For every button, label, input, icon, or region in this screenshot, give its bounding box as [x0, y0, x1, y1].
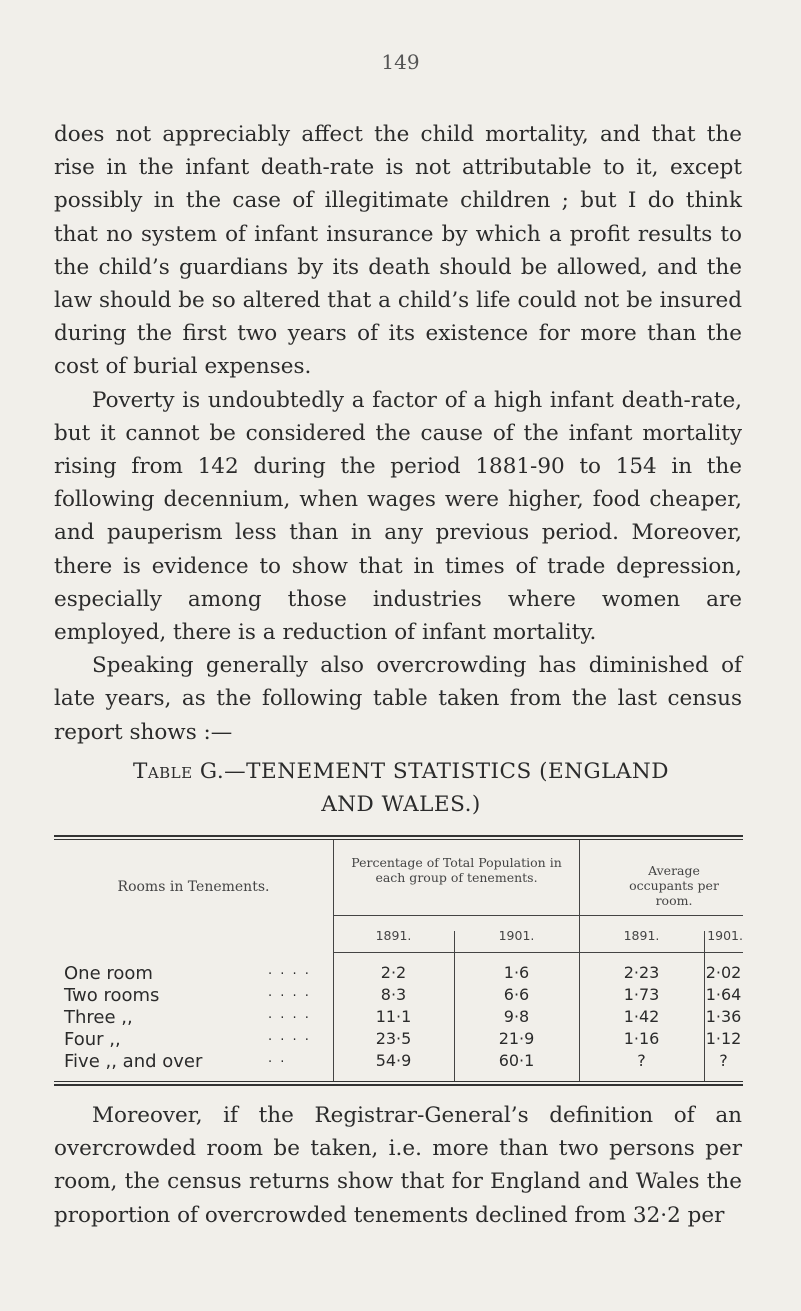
cell-avg-1891: ?: [637, 1051, 646, 1070]
table-top-rule-inner: [54, 839, 743, 840]
row-label: Two rooms: [64, 985, 160, 1006]
table-row: [54, 1029, 743, 1051]
paragraph: does not appreciably affect the child mortality, and that the rise in the infant death-rate is not attributable to it, except possibly in the case of illegitimate children ; but I do think that no system of infant insurance by which a profit results to the child’s guardians by its death should be allowed, and the law should be so altered that a child’s life could not be insured during the first two years of its existence for more than the cost of burial expenses.: [54, 122, 742, 380]
cell-pct-1891: 2·2: [380, 963, 407, 982]
cell-avg-1891: 1·73: [623, 985, 660, 1004]
tenement-statistics-table: [54, 835, 743, 1073]
table-row: [54, 1051, 743, 1073]
header-group-rule: [333, 915, 579, 916]
table-title-line-1: —TENEMENT STATISTICS (ENGLAND: [224, 759, 669, 784]
row-label: Five ,, and over: [64, 1051, 203, 1072]
table-top-rule: [54, 835, 743, 837]
cell-avg-1901: ?: [719, 1051, 728, 1070]
row-label: Four ,,: [64, 1029, 121, 1050]
header-group-rule: [579, 915, 743, 916]
cell-pct-1901: 1·6: [503, 963, 530, 982]
table-label: Table G.: [132, 759, 225, 784]
leader-dots: . . . .: [268, 985, 311, 1000]
cell-avg-1891: 2·23: [623, 963, 660, 982]
cell-pct-1901: 9·8: [503, 1007, 530, 1026]
header-percentage: Percentage of Total Population in each group of tenements.: [351, 855, 562, 885]
header-bottom-rule: [333, 952, 743, 953]
leader-dots: . .: [268, 1051, 287, 1066]
header-rooms: Rooms in Tenements.: [117, 879, 270, 895]
cell-pct-1891: 11·1: [375, 1007, 412, 1026]
table-row: [54, 985, 743, 1007]
table-row: [54, 963, 743, 985]
leader-dots: . . . .: [268, 963, 311, 978]
year-header: 1901.: [498, 928, 535, 943]
body-text-bottom: [54, 1099, 742, 1232]
leader-dots: . . . .: [268, 1029, 311, 1044]
body-text-top: [54, 118, 742, 749]
cell-pct-1891: 54·9: [375, 1051, 412, 1070]
cell-avg-1901: 1·36: [705, 1007, 742, 1026]
header-average: Average occupants per room.: [629, 863, 719, 908]
page-number: 149: [381, 50, 420, 74]
cell-pct-1891: 8·3: [380, 985, 407, 1004]
cell-avg-1891: 1·42: [623, 1007, 660, 1026]
table-bottom-rule: [54, 1081, 743, 1082]
paragraph: Poverty is undoubtedly a factor of a high infant death-rate, but it cannot be considered the cause of the infant mortality rising from 142 during the period 1881-90 to 154 in the following decennium, when wages were higher, food cheaper, and pauperism less than in any previous period. Moreover, there is evidence to show that in times of trade depression, especially among those industries where women are employed, there is a reduction of infant mortality.: [54, 387, 742, 646]
paragraph: Speaking generally also overcrowding has diminished of late years, as the following table taken from the last census report shows :—: [54, 653, 742, 745]
cell-avg-1901: 1·64: [705, 985, 742, 1004]
row-label: Three ,,: [64, 1007, 133, 1028]
cell-pct-1891: 23·5: [375, 1029, 412, 1048]
leader-dots: . . . .: [268, 1007, 311, 1022]
cell-avg-1891: 1·16: [623, 1029, 660, 1048]
row-label: One room: [64, 963, 153, 984]
table-bottom-rule-outer: [54, 1084, 743, 1086]
cell-avg-1901: 2·02: [705, 963, 742, 982]
table-title: [40, 755, 762, 821]
year-header: 1891.: [375, 928, 412, 943]
cell-pct-1901: 21·9: [498, 1029, 535, 1048]
cell-pct-1901: 60·1: [498, 1051, 535, 1070]
table-title-line-2: AND WALES.): [321, 792, 481, 817]
year-header: 1891.: [623, 928, 660, 943]
table-row: [54, 1007, 743, 1029]
cell-pct-1901: 6·6: [503, 985, 530, 1004]
year-header: 1901.: [707, 928, 743, 943]
paragraph: Moreover, if the Registrar-General’s definition of an overcrowded room be taken, i.e. more than two persons per room, the census returns show that for England and Wales the proportion of overcrowded tenements declined from 32·2 per: [54, 1103, 742, 1228]
cell-avg-1901: 1·12: [705, 1029, 742, 1048]
